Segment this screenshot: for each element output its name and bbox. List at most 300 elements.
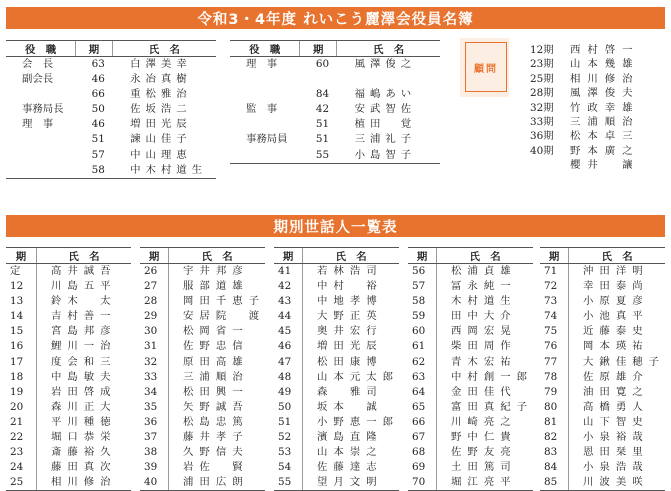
caretaker-name: 堀江亮平 bbox=[437, 475, 533, 491]
period-number: 57 bbox=[412, 280, 426, 293]
caretaker-name: 土田篤司 bbox=[437, 460, 533, 475]
period-row bbox=[540, 370, 665, 385]
period-row bbox=[274, 430, 399, 445]
period-row bbox=[274, 294, 399, 309]
period-number: 29 bbox=[144, 310, 158, 323]
period-table bbox=[140, 247, 265, 491]
officers-table-left bbox=[6, 40, 216, 179]
caretaker-name: 大鍬佳穂子 bbox=[569, 355, 665, 370]
caretaker-name: 松田康博 bbox=[303, 355, 399, 370]
officer-row bbox=[230, 148, 440, 164]
caretaker-name: 宇井邦彦 bbox=[169, 264, 265, 280]
officer-period: 50 bbox=[91, 103, 105, 116]
period-number: 56 bbox=[412, 265, 426, 277]
advisor-name: 松本卓三 bbox=[570, 130, 640, 143]
caretaker-name: 近藤泰史 bbox=[569, 324, 665, 339]
period-row bbox=[140, 430, 265, 445]
officer-row bbox=[6, 87, 216, 102]
caretaker-name: 佐藤達志 bbox=[303, 460, 399, 475]
header-name: 氏 名 bbox=[569, 248, 665, 264]
period-row bbox=[6, 264, 131, 280]
caretaker-name: 冨永純一 bbox=[437, 279, 533, 294]
advisor-period: 33期 bbox=[530, 115, 554, 128]
period-row bbox=[140, 370, 265, 385]
period-number: 80 bbox=[544, 400, 558, 413]
period-row bbox=[6, 400, 131, 415]
period-row bbox=[274, 385, 399, 400]
period-row bbox=[6, 279, 131, 294]
advisor-period: 25期 bbox=[530, 72, 554, 85]
period-row bbox=[408, 324, 533, 339]
caretaker-name: 中地孝博 bbox=[303, 294, 399, 309]
caretaker-name: 中村創一郎 bbox=[437, 370, 533, 385]
period-number: 76 bbox=[544, 340, 558, 353]
officer-name: 佐坂浩二 bbox=[130, 103, 192, 116]
caretaker-name: 佐野友亮 bbox=[437, 445, 533, 460]
period-row bbox=[408, 370, 533, 385]
period-number: 66 bbox=[412, 415, 426, 428]
period-row bbox=[540, 460, 665, 475]
period-number: 26 bbox=[144, 265, 158, 277]
caretaker-name: 宮島邦彦 bbox=[37, 324, 132, 339]
advisor-period: 23期 bbox=[530, 58, 554, 71]
header-name: 氏 名 bbox=[303, 248, 399, 264]
caretaker-name: 岡本瑛祐 bbox=[569, 339, 665, 354]
period-row bbox=[140, 385, 265, 400]
period-number: 15 bbox=[10, 325, 24, 338]
officer-row bbox=[230, 57, 440, 73]
period-row bbox=[408, 460, 533, 475]
caretaker-name: 松浦貞雄 bbox=[437, 264, 533, 280]
caretaker-name: 川崎亮之 bbox=[437, 415, 533, 430]
officer-role: 事務局長 bbox=[22, 103, 64, 116]
period-number: 12 bbox=[10, 280, 24, 293]
period-number: 39 bbox=[144, 461, 158, 474]
period-row bbox=[6, 370, 131, 385]
officer-name bbox=[337, 72, 440, 87]
advisor-row bbox=[530, 129, 640, 143]
period-number: 41 bbox=[278, 265, 292, 277]
caretaker-name: 松田興一 bbox=[169, 385, 265, 400]
header-period: 期 bbox=[274, 248, 303, 264]
advisor-period: 28期 bbox=[530, 87, 554, 100]
period-row bbox=[140, 475, 265, 491]
caretaker-name: 山本元太郎 bbox=[303, 370, 399, 385]
caretaker-name: 山下智史 bbox=[569, 415, 665, 430]
advisor-period: 40期 bbox=[530, 144, 554, 157]
caretaker-name: 増田光辰 bbox=[303, 339, 399, 354]
caretaker-name: 望月文明 bbox=[303, 475, 399, 491]
period-number: 64 bbox=[412, 385, 426, 398]
period-row bbox=[408, 279, 533, 294]
header-name: 氏 名 bbox=[112, 41, 216, 57]
advisor-row bbox=[530, 57, 640, 71]
officer-name: 中木村道生 bbox=[112, 163, 216, 179]
advisor-row bbox=[530, 115, 640, 129]
period-row bbox=[140, 445, 265, 460]
advisor-name: 山本幾雄 bbox=[570, 58, 640, 71]
period-number: 14 bbox=[10, 310, 24, 323]
header-period: 期 bbox=[6, 248, 37, 264]
officer-role bbox=[230, 87, 300, 102]
period-number: 21 bbox=[10, 415, 24, 428]
header-period: 期 bbox=[140, 248, 169, 264]
period-number: 73 bbox=[544, 295, 558, 308]
caretaker-name: 柴田周作 bbox=[437, 339, 533, 354]
officer-period: 51 bbox=[315, 118, 330, 131]
advisor-name: 櫻井 讓 bbox=[570, 159, 640, 172]
header-role: 役 職 bbox=[6, 41, 76, 57]
advisor-row bbox=[530, 144, 640, 158]
advisor-list bbox=[530, 43, 640, 173]
caretaker-name: 鯉川一治 bbox=[37, 339, 132, 354]
caretaker-name: 平川種徳 bbox=[37, 415, 132, 430]
officer-row bbox=[6, 57, 216, 73]
officer-row bbox=[6, 148, 216, 163]
period-row bbox=[540, 309, 665, 324]
period-number: 65 bbox=[412, 400, 426, 413]
header-period: 期 bbox=[76, 41, 112, 57]
officer-name: 小島智子 bbox=[337, 148, 440, 164]
officer-row bbox=[230, 132, 440, 147]
caretaker-name: 堀口恭栄 bbox=[37, 430, 132, 445]
officer-row bbox=[230, 87, 440, 102]
period-list-title: 期別世話人一覧表 bbox=[6, 215, 665, 237]
period-row bbox=[6, 430, 131, 445]
caretaker-name: 油田寛之 bbox=[569, 385, 665, 400]
period-row bbox=[540, 264, 665, 280]
officer-period: 63 bbox=[91, 58, 105, 70]
caretaker-name: 佐野忠信 bbox=[169, 339, 265, 354]
period-row bbox=[540, 445, 665, 460]
caretaker-name: 久野信夫 bbox=[169, 445, 265, 460]
caretaker-name: 小原夏彦 bbox=[569, 294, 665, 309]
officer-role: 副会長 bbox=[22, 73, 54, 86]
period-number: 61 bbox=[412, 340, 426, 353]
caretaker-name: 松岡省一 bbox=[169, 324, 265, 339]
caretaker-name: 松島忠篤 bbox=[169, 415, 265, 430]
caretaker-name: 岩田啓成 bbox=[37, 385, 132, 400]
period-number: 37 bbox=[144, 431, 158, 444]
officer-period bbox=[300, 72, 337, 87]
period-row bbox=[540, 400, 665, 415]
officer-period: 55 bbox=[300, 148, 337, 164]
caretaker-name: 中島敏夫 bbox=[37, 370, 132, 385]
period-row bbox=[540, 430, 665, 445]
period-row bbox=[540, 355, 665, 370]
header-name: 氏 名 bbox=[169, 248, 265, 264]
advisor-period bbox=[530, 158, 570, 172]
period-number: 75 bbox=[544, 325, 558, 338]
caretaker-name: 富田真紀子 bbox=[437, 400, 533, 415]
caretaker-name: 幸田泰尚 bbox=[569, 279, 665, 294]
officer-row bbox=[230, 102, 440, 117]
advisor-name: 西村啓一 bbox=[570, 44, 640, 56]
period-number: 38 bbox=[144, 446, 158, 459]
period-number: 30 bbox=[144, 325, 158, 338]
header-period: 期 bbox=[540, 248, 569, 264]
officer-period: 58 bbox=[76, 163, 112, 179]
period-number: 47 bbox=[278, 355, 292, 368]
officer-role: 理 事 bbox=[22, 118, 54, 131]
officer-row bbox=[6, 163, 216, 179]
header-name: 氏 名 bbox=[37, 248, 132, 264]
period-row bbox=[140, 460, 265, 475]
period-row bbox=[540, 339, 665, 354]
period-number: 34 bbox=[144, 385, 158, 398]
caretaker-name: 沖田洋明 bbox=[569, 264, 665, 280]
caretaker-name: 中村 裕 bbox=[303, 279, 399, 294]
advisor-name: 相川修治 bbox=[570, 72, 640, 85]
period-number: 17 bbox=[10, 355, 24, 368]
period-number: 44 bbox=[278, 310, 292, 323]
period-row bbox=[6, 385, 131, 400]
period-row bbox=[274, 355, 399, 370]
officer-period: 66 bbox=[91, 88, 105, 101]
officer-name: 諫山佳子 bbox=[130, 133, 192, 146]
period-row bbox=[274, 370, 399, 385]
advisor-name: 野本廣之 bbox=[570, 144, 640, 157]
officer-role bbox=[6, 132, 76, 147]
period-row bbox=[140, 339, 265, 354]
period-number: 69 bbox=[412, 461, 426, 474]
caretaker-name: 奥井宏行 bbox=[303, 324, 399, 339]
caretaker-name: 大野正英 bbox=[303, 309, 399, 324]
advisor-period: 36期 bbox=[530, 130, 554, 143]
period-number: 18 bbox=[10, 370, 24, 383]
officer-name: 白澤美幸 bbox=[130, 58, 192, 70]
period-row bbox=[6, 445, 131, 460]
period-table bbox=[408, 247, 533, 491]
caretaker-name: 藤田真次 bbox=[37, 460, 132, 475]
advisor-row bbox=[530, 101, 640, 115]
caretaker-name: 度会和三 bbox=[37, 355, 132, 370]
period-row bbox=[6, 294, 131, 309]
caretaker-name: 小泉裕哉 bbox=[569, 430, 665, 445]
period-row bbox=[274, 324, 399, 339]
period-row bbox=[274, 445, 399, 460]
period-number: 31 bbox=[144, 340, 158, 353]
period-number: 77 bbox=[544, 355, 558, 368]
officer-period: 42 bbox=[315, 103, 330, 116]
period-number: 71 bbox=[544, 265, 558, 277]
caretaker-name: 佐原雄介 bbox=[569, 370, 665, 385]
period-number: 16 bbox=[10, 340, 24, 353]
officer-row bbox=[6, 117, 216, 132]
officer-name: 増田光辰 bbox=[130, 118, 192, 131]
period-row bbox=[274, 460, 399, 475]
period-row bbox=[6, 475, 131, 491]
caretaker-name: 森 雅司 bbox=[303, 385, 399, 400]
period-number: 22 bbox=[10, 431, 24, 444]
officer-role bbox=[230, 72, 300, 87]
period-row bbox=[6, 309, 131, 324]
period-row bbox=[540, 385, 665, 400]
officer-period: 51 bbox=[315, 133, 330, 146]
advisor-name: 竹政幸雄 bbox=[570, 101, 640, 114]
period-number: 40 bbox=[140, 475, 169, 491]
period-number: 51 bbox=[278, 415, 292, 428]
period-row bbox=[408, 445, 533, 460]
period-number: 59 bbox=[412, 310, 426, 323]
period-number: 23 bbox=[10, 446, 24, 459]
caretaker-name: 服部道雄 bbox=[169, 279, 265, 294]
period-number: 68 bbox=[412, 446, 426, 459]
period-row bbox=[408, 339, 533, 354]
period-row bbox=[540, 279, 665, 294]
officer-role bbox=[6, 87, 76, 102]
caretaker-name: 相川修治 bbox=[37, 475, 132, 491]
period-table bbox=[6, 247, 131, 491]
caretaker-name: 高井誠吾 bbox=[37, 264, 132, 280]
officer-name: 風澤俊之 bbox=[354, 58, 417, 70]
officer-period: 84 bbox=[315, 88, 330, 101]
advisor-row bbox=[530, 86, 640, 100]
officer-period: 60 bbox=[315, 58, 330, 70]
period-row bbox=[274, 309, 399, 324]
advisor-name: 風澤俊夫 bbox=[570, 87, 640, 100]
period-row bbox=[408, 415, 533, 430]
period-number: 70 bbox=[408, 475, 437, 491]
caretaker-name: 野中仁貴 bbox=[437, 430, 533, 445]
period-row bbox=[408, 294, 533, 309]
advisor-label: 顧問 bbox=[465, 42, 507, 92]
period-table bbox=[274, 247, 399, 491]
period-row bbox=[140, 279, 265, 294]
period-number: 62 bbox=[412, 355, 426, 368]
period-row bbox=[6, 339, 131, 354]
advisor-row bbox=[530, 158, 640, 172]
period-number: 45 bbox=[278, 325, 292, 338]
officer-name: 中山理恵 bbox=[130, 148, 192, 161]
officer-name: 三浦礼子 bbox=[354, 133, 417, 146]
period-row bbox=[6, 324, 131, 339]
period-number: 84 bbox=[544, 461, 558, 474]
period-number: 42 bbox=[278, 280, 292, 293]
period-number: 24 bbox=[10, 461, 24, 474]
period-number: 25 bbox=[6, 475, 37, 491]
period-number: 53 bbox=[278, 446, 292, 459]
header-name: 氏 名 bbox=[437, 248, 533, 264]
period-number: 58 bbox=[412, 295, 426, 308]
caretaker-name: 川波美咲 bbox=[569, 475, 665, 491]
period-number: 定 bbox=[10, 265, 21, 277]
header-period: 期 bbox=[408, 248, 437, 264]
advisor-row bbox=[530, 72, 640, 86]
period-row bbox=[274, 415, 399, 430]
caretaker-name: 安居院 渡 bbox=[169, 309, 265, 324]
period-row bbox=[140, 400, 265, 415]
officer-row bbox=[230, 72, 440, 87]
caretaker-name: 小池真平 bbox=[569, 309, 665, 324]
period-row bbox=[408, 475, 533, 491]
period-number: 33 bbox=[144, 370, 158, 383]
period-row bbox=[408, 309, 533, 324]
period-number: 28 bbox=[144, 295, 158, 308]
period-number: 82 bbox=[544, 431, 558, 444]
period-number: 20 bbox=[10, 400, 24, 413]
period-number: 55 bbox=[274, 475, 303, 491]
officer-role bbox=[6, 163, 76, 179]
period-row bbox=[6, 415, 131, 430]
officer-period: 51 bbox=[91, 133, 105, 146]
period-row bbox=[408, 400, 533, 415]
officer-role: 監 事 bbox=[246, 103, 278, 116]
period-number: 48 bbox=[278, 370, 292, 383]
caretaker-name: 岡田千恵子 bbox=[169, 294, 265, 309]
period-row bbox=[408, 264, 533, 280]
period-row bbox=[408, 355, 533, 370]
period-number: 36 bbox=[144, 415, 158, 428]
period-number: 72 bbox=[544, 280, 558, 293]
header-role: 役 職 bbox=[230, 41, 300, 57]
period-row bbox=[540, 294, 665, 309]
caretaker-name: 田中大介 bbox=[437, 309, 533, 324]
caretaker-name: 森川正大 bbox=[37, 400, 132, 415]
period-number: 85 bbox=[540, 475, 569, 491]
period-row bbox=[274, 475, 399, 491]
caretaker-name: 斎藤裕久 bbox=[37, 445, 132, 460]
period-row bbox=[540, 475, 665, 491]
officer-row bbox=[230, 117, 440, 132]
advisor-period: 12期 bbox=[530, 44, 554, 56]
period-row bbox=[274, 400, 399, 415]
officer-name: 永冶真樹 bbox=[130, 73, 192, 86]
caretaker-name: 鈴木 太 bbox=[37, 294, 132, 309]
period-row bbox=[274, 264, 399, 280]
officer-name: 植田 覚 bbox=[354, 118, 417, 131]
officer-role bbox=[230, 148, 300, 164]
caretaker-name: 恩田栞里 bbox=[569, 445, 665, 460]
period-number: 60 bbox=[412, 325, 426, 338]
header-period: 期 bbox=[300, 41, 337, 57]
period-number: 13 bbox=[10, 295, 24, 308]
caretaker-name: 坂本 誠 bbox=[303, 400, 399, 415]
caretaker-name: 原田高雄 bbox=[169, 355, 265, 370]
officer-role: 事務局員 bbox=[246, 133, 288, 146]
officers-table-right bbox=[230, 40, 440, 164]
period-number: 50 bbox=[278, 400, 292, 413]
period-number: 54 bbox=[278, 461, 292, 474]
period-number: 27 bbox=[144, 280, 158, 293]
caretaker-name: 矢野誠吾 bbox=[169, 400, 265, 415]
officer-period: 46 bbox=[91, 118, 105, 131]
caretaker-name: 木村道生 bbox=[437, 294, 533, 309]
period-row bbox=[140, 324, 265, 339]
period-number: 79 bbox=[544, 385, 558, 398]
period-number: 83 bbox=[544, 446, 558, 459]
caretaker-name: 青木宏祐 bbox=[437, 355, 533, 370]
caretaker-name: 濱島直隆 bbox=[303, 430, 399, 445]
period-row bbox=[140, 355, 265, 370]
officer-role bbox=[230, 117, 300, 132]
period-row bbox=[140, 415, 265, 430]
period-row bbox=[540, 324, 665, 339]
officer-role bbox=[6, 148, 76, 163]
period-row bbox=[408, 430, 533, 445]
period-number: 32 bbox=[144, 355, 158, 368]
caretaker-name: 小野恵一郎 bbox=[303, 415, 399, 430]
caretaker-name: 高橋勇人 bbox=[569, 400, 665, 415]
caretaker-name: 吉村善一 bbox=[37, 309, 132, 324]
officer-row bbox=[6, 72, 216, 87]
advisor-name: 三浦順治 bbox=[570, 115, 640, 128]
caretaker-name: 三浦順治 bbox=[169, 370, 265, 385]
officer-name: 重松雅治 bbox=[130, 88, 192, 101]
period-number: 35 bbox=[144, 400, 158, 413]
period-row bbox=[274, 339, 399, 354]
caretaker-name: 金田佳代 bbox=[437, 385, 533, 400]
